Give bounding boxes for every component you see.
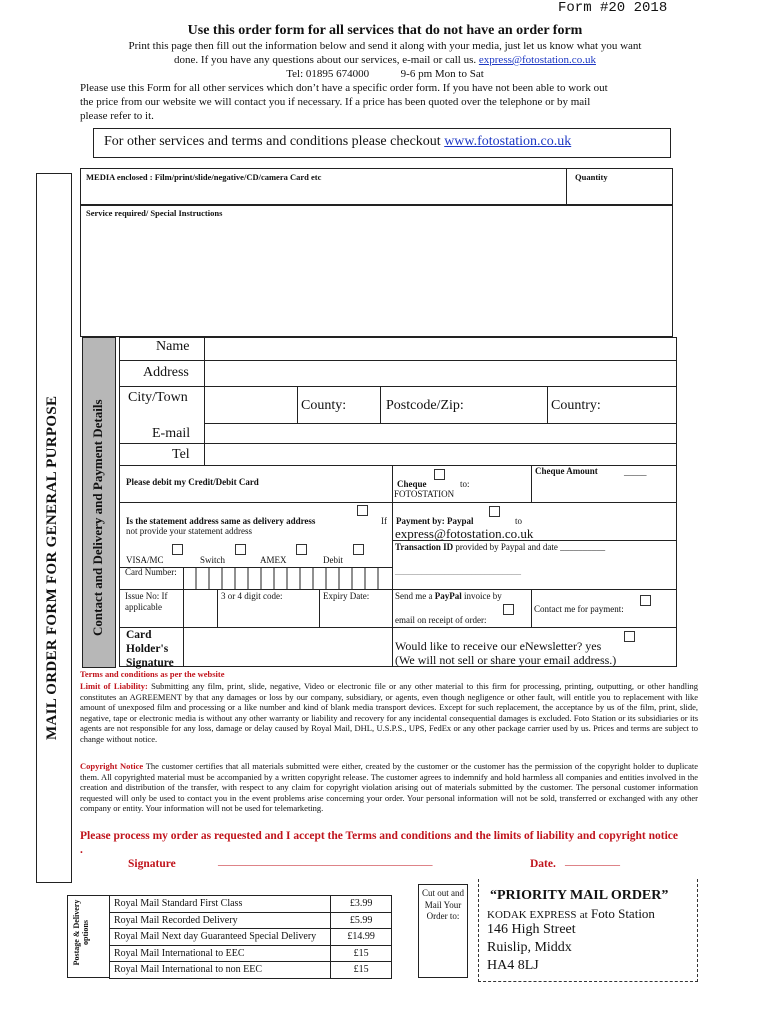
amex-checkbox[interactable] (296, 544, 307, 555)
date-line[interactable]: __________ (565, 855, 620, 867)
mail-town: Ruislip, Middx (487, 940, 572, 955)
mail-street: 146 High Street (487, 922, 576, 937)
postage-service: Royal Mail International to non EEC (110, 962, 331, 979)
copyright-label: Copyright Notice (80, 761, 144, 771)
intro-line-6: please refer to it. (80, 110, 154, 122)
intro-line-4: Please use this Form for all other services which don’t have a specific order form. If you have not been able to work out (80, 82, 608, 94)
postage-service: Royal Mail Recorded Delivery (110, 912, 331, 929)
copyright-paragraph (80, 761, 698, 814)
intro-line-2 (0, 54, 770, 66)
visa-label: VISA/MC (126, 555, 164, 565)
visa-checkbox[interactable] (172, 544, 183, 555)
transaction-id-blank[interactable]: ____________________________ (395, 566, 521, 576)
cheque-checkbox[interactable] (434, 469, 445, 480)
postage-row[interactable] (110, 962, 392, 979)
card-number-label: Card Number: (125, 567, 177, 577)
paypal-invoice-checkbox[interactable] (503, 604, 514, 615)
switch-label: Switch (200, 555, 226, 565)
intro-line-5: the price from our website we will contact you if necessary. If a price has been quoted over the telephone or by mail (80, 96, 591, 108)
paypal-checkbox[interactable] (489, 506, 500, 517)
page-title: Use this order form for all services that do not have an order form (187, 23, 583, 38)
amex-label: AMEX (260, 555, 287, 565)
terms-banner (93, 128, 671, 158)
city-label: City/Town (128, 390, 188, 405)
intro-line-1: Print this page then fill out the information below and send it along with your media, just let us know what you want (128, 40, 642, 52)
country-label: Country: (551, 398, 601, 413)
statement-same-checkbox[interactable] (357, 505, 368, 516)
service-instructions-input[interactable] (86, 222, 666, 330)
card-number-cells (183, 567, 392, 589)
statement-question: Is the statement address same as delivery address (126, 516, 316, 526)
postage-row[interactable] (110, 945, 392, 962)
mail-company-at: at (579, 909, 588, 921)
quantity-label: Quantity (575, 172, 608, 182)
name-label: Name (156, 339, 190, 354)
hours-text: 9-6 pm Mon to Sat (400, 68, 484, 80)
quantity-input[interactable] (572, 186, 668, 202)
card-signature-input[interactable] (186, 630, 390, 665)
mail-postcode: HA4 8LJ (487, 958, 539, 973)
city-input[interactable] (208, 390, 294, 420)
switch-checkbox[interactable] (235, 544, 246, 555)
expiry-label: Expiry Date: (323, 591, 370, 601)
cheque-to-label: to: (460, 479, 470, 489)
postage-side-label: Postage & Delivery options (72, 899, 90, 966)
contact-line (0, 68, 770, 80)
card-number-grid[interactable] (183, 567, 392, 589)
cheque-amount-label: Cheque Amount (535, 466, 598, 476)
send-paypal-pre: Send me a (395, 591, 433, 601)
county-label: County: (301, 398, 347, 413)
tel-input[interactable] (208, 446, 673, 463)
issue-no-label: Issue No: If applicable (125, 591, 168, 612)
postage-price: £15 (331, 962, 392, 979)
form-side-title: MAIL ORDER FORM FOR GENERAL PURPOSE (44, 395, 60, 740)
contact-payment-label: Contact me for payment: (534, 604, 624, 614)
mail-company-line (487, 906, 655, 922)
website-link[interactable]: www.fotostation.co.uk (444, 134, 572, 149)
contact-side-title: Contact and Delivery and Payment Details (90, 399, 105, 636)
tel-label: Tel (172, 447, 190, 462)
contact-payment-checkbox[interactable] (640, 595, 651, 606)
form-number: Form #20 2018 (558, 0, 668, 16)
digit-code-label: 3 or 4 digit code: (221, 591, 283, 601)
postage-price: £5.99 (331, 912, 392, 929)
newsletter-checkbox[interactable] (624, 631, 635, 642)
terms-banner-text: For other services and terms and conditions please checkout (104, 134, 441, 149)
email-label: E-mail (152, 426, 191, 441)
copyright-text: The customer certifies that all materials submitted were either, created by the customer or the customer has the permission of the copyright holder to duplicate them. All copyrighted material must be accompanied by a written copyright release. The customer agrees to indemnify and hold harmless all companies and entities involved in the creation and distribution of the transfer, with respect to any claim for copyright violation arising out of materials submitted by the customer. The personal customer information requested will only be used to contact you in the event problems arise concerning your order. Your personal information will not be sold, transferred or exchanged with any other company or entity. Your information will not be used for telemarketing. (80, 761, 698, 813)
transaction-label: Transaction ID (395, 542, 454, 552)
liability-paragraph (80, 681, 698, 744)
transaction-blank[interactable]: __________ (560, 542, 606, 552)
postage-table (109, 895, 392, 979)
postage-service: Royal Mail Standard First Class (110, 896, 331, 913)
postcode-label: Postcode/Zip: (386, 398, 464, 413)
paypal-label: Payment by: Paypal (396, 516, 474, 526)
transaction-text: provided by Paypal and date (455, 542, 558, 552)
cheque-payee: FOTOSTATION (394, 489, 455, 499)
transaction-line (395, 542, 605, 553)
priority-mail-title: “PRIORITY MAIL ORDER” (490, 888, 669, 903)
cutout-text: Cut out and Mail Your Order to: (422, 888, 464, 921)
paypal-email: express@fotostation.co.uk (395, 526, 534, 541)
postage-price: £15 (331, 945, 392, 962)
postage-row[interactable] (110, 912, 392, 929)
signature-label: Signature (128, 858, 176, 870)
newsletter-note: (We will not sell or share your email address.) (395, 653, 617, 667)
cheque-amount-blank[interactable]: _____ (624, 467, 647, 477)
card-signature-label: Card Holder's Signature (126, 629, 174, 669)
postage-row[interactable] (110, 929, 392, 946)
accept-statement: Please process my order as requested and I accept the Terms and conditions and the limits of liability and copyright notice . (80, 830, 679, 856)
cutout-box (418, 884, 468, 978)
mail-company-name: Foto Station (591, 906, 655, 921)
send-paypal-line (395, 591, 502, 602)
send-paypal-bold: PayPal (434, 591, 462, 601)
mail-company-prefix: KODAK EXPRESS (487, 909, 577, 921)
address-label: Address (143, 365, 189, 380)
cheque-label: Cheque (397, 479, 427, 489)
statement-if: If (381, 516, 387, 526)
terms-heading: Terms and conditions as per the website (80, 669, 225, 679)
postage-row[interactable] (110, 896, 392, 913)
email-input[interactable] (208, 426, 673, 441)
debit-card-label: Please debit my Credit/Debit Card (126, 477, 259, 487)
postage-service: Royal Mail International to EEC (110, 945, 331, 962)
postage-price: £14.99 (331, 929, 392, 946)
date-label: Date. (530, 858, 556, 870)
postage-service: Royal Mail Next day Guaranteed Special Delivery (110, 929, 331, 946)
newsletter-question: Would like to receive our eNewsletter? yes (395, 639, 602, 653)
debit-checkbox[interactable] (353, 544, 364, 555)
liability-label: Limit of Liability: (80, 681, 148, 691)
liability-text: Submitting any film, print, slide, negative, Video or electronic file or any other material to this firm for processing, printing, outputting, or other handling constitutes an AGREEMENT by that any damages or loss by our company, subsidiary, or agents, even though negligence or other fault, will entitle you to replacement with like amount of unexposed film and processing or a like number and kind of blank media transport devices. Except for such replacement, the acceptance by us of the film, print, slide, negative, tape or electronic media is without any other warranty or liability and recovery for any incidental consequential damages is excluded. Foto Station or its subsidiaries or its agents are not responsible for any loss, damage or delay caused by Royal Mail, DHL, U.S.P.S., UPS, FedEx or any other package carrier used by us. Prices and terms are subject to change without notice. (80, 681, 698, 744)
email-link[interactable]: express@fotostation.co.uk (478, 54, 596, 66)
paypal-to: to (515, 516, 523, 526)
statement-question-2: not provide your statement address (126, 526, 252, 536)
name-input[interactable] (208, 340, 673, 358)
address-input[interactable] (208, 363, 673, 384)
signature-line[interactable]: _______________________________________ (218, 855, 433, 867)
send-paypal-post: invoice by (464, 591, 502, 601)
debit-label: Debit (323, 555, 343, 565)
postage-price: £3.99 (331, 896, 392, 913)
telephone-text: Tel: 01895 674000 (286, 68, 370, 80)
email-receipt-label: email on receipt of order: (395, 615, 487, 625)
service-label: Service required/ Special Instructions (86, 208, 223, 218)
media-input[interactable] (90, 186, 560, 202)
intro-line-2-text: done. If you have any questions about our services, e-mail or call us. (174, 54, 477, 66)
media-label: MEDIA enclosed : Film/print/slide/negative/CD/camera Card etc (86, 172, 322, 182)
